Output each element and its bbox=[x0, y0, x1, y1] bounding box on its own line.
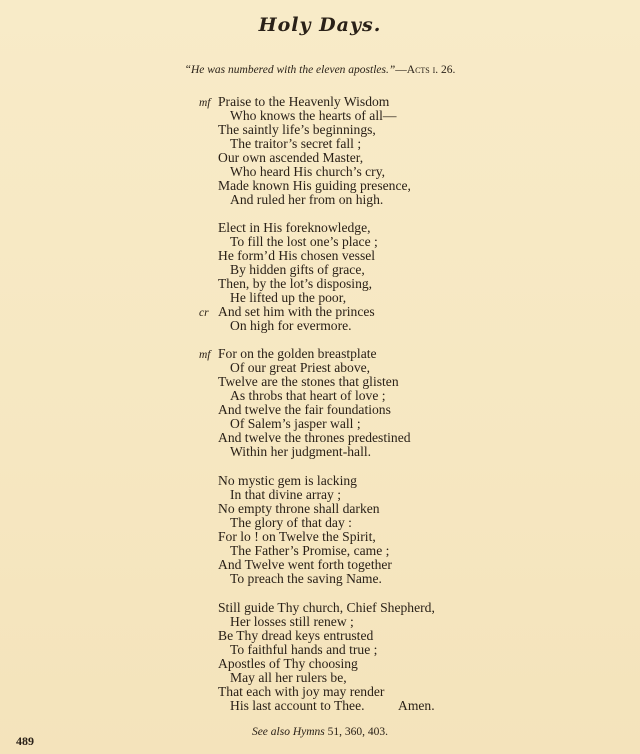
epigraph bbox=[0, 64, 640, 76]
verse-line: To faithful hands and true ; bbox=[230, 642, 378, 657]
verse-line: By hidden gifts of grace, bbox=[230, 262, 365, 277]
verse-line: And twelve the thrones predestined bbox=[218, 430, 411, 445]
verse-line: The traitor’s secret fall ; bbox=[230, 136, 362, 151]
verse-line: No mystic gem is lacking bbox=[218, 473, 357, 488]
verse-line: He form’d His chosen vessel bbox=[218, 248, 376, 263]
see-also-lead: See also bbox=[251, 726, 290, 738]
verse-line: Be Thy dread keys entrusted bbox=[218, 628, 374, 643]
verse-line: And Twelve went forth together bbox=[218, 557, 392, 572]
verse-line: Her losses still renew ; bbox=[230, 614, 354, 629]
verse-line: As throbs that heart of love ; bbox=[230, 388, 386, 403]
verse-line: Then, by the lot’s disposing, bbox=[218, 276, 373, 291]
verse-line: The glory of that day : bbox=[230, 515, 352, 530]
verse-line: And set him with the princes bbox=[218, 304, 375, 319]
epigraph-reference: —Acts i. 26. bbox=[395, 64, 456, 76]
verse-line: To fill the lost one’s place ; bbox=[230, 234, 378, 249]
verse-line: Apostles of Thy choosing bbox=[218, 656, 358, 671]
see-also-note bbox=[0, 726, 640, 738]
verse-line: Elect in His foreknowledge, bbox=[218, 220, 371, 235]
verse-line: Made known His guiding presence, bbox=[218, 178, 411, 193]
see-also-hymns: Hymns bbox=[292, 726, 325, 738]
page-heading: Holy Days. bbox=[258, 14, 382, 36]
verse-line: Praise to the Heavenly Wisdom bbox=[218, 94, 390, 109]
amen-text: Amen. bbox=[398, 698, 435, 713]
verse-line: Twelve are the stones that glisten bbox=[218, 374, 399, 389]
verse-line: Who heard His church’s cry, bbox=[230, 164, 386, 179]
verse-line: Of our great Priest above, bbox=[230, 360, 371, 375]
dynamic-mark-cr: cr bbox=[199, 307, 209, 319]
see-also-numbers: 51, 360, 403. bbox=[327, 726, 389, 738]
verse-line: May all her rulers be, bbox=[230, 670, 347, 685]
verse-line: Our own ascended Master, bbox=[218, 150, 364, 165]
verse-line: His last account to Thee. bbox=[230, 698, 365, 713]
verse-line: For on the golden breastplate bbox=[218, 346, 377, 361]
verse-line: For lo ! on Twelve the Spirit, bbox=[218, 529, 376, 544]
verse-line: Who knows the hearts of all— bbox=[230, 108, 397, 123]
verse-line: And ruled her from on high. bbox=[230, 192, 384, 207]
verse-line: Of Salem’s jasper wall ; bbox=[230, 416, 361, 431]
verse-line: In that divine array ; bbox=[230, 487, 341, 502]
verse-line: The Father’s Promise, came ; bbox=[230, 543, 390, 558]
epigraph-quote: “He was numbered with the eleven apostles.” bbox=[184, 64, 396, 76]
verse-line: No empty throne shall darken bbox=[218, 501, 380, 516]
verse-line: To preach the saving Name. bbox=[230, 571, 382, 586]
verse-line: On high for evermore. bbox=[230, 318, 352, 333]
page-number: 489 bbox=[16, 734, 34, 748]
verse-line: Still guide Thy church, Chief Shepherd, bbox=[218, 600, 435, 615]
verse-line: And twelve the fair foundations bbox=[218, 402, 391, 417]
verse-line: He lifted up the poor, bbox=[230, 290, 347, 305]
dynamic-mark-mf: mf bbox=[199, 97, 211, 109]
verse-line: That each with joy may render bbox=[218, 684, 385, 699]
verse-line: Within her judgment-hall. bbox=[230, 444, 372, 459]
dynamic-mark-mf: mf bbox=[199, 349, 211, 361]
verse-line: The saintly life’s beginnings, bbox=[218, 122, 376, 137]
